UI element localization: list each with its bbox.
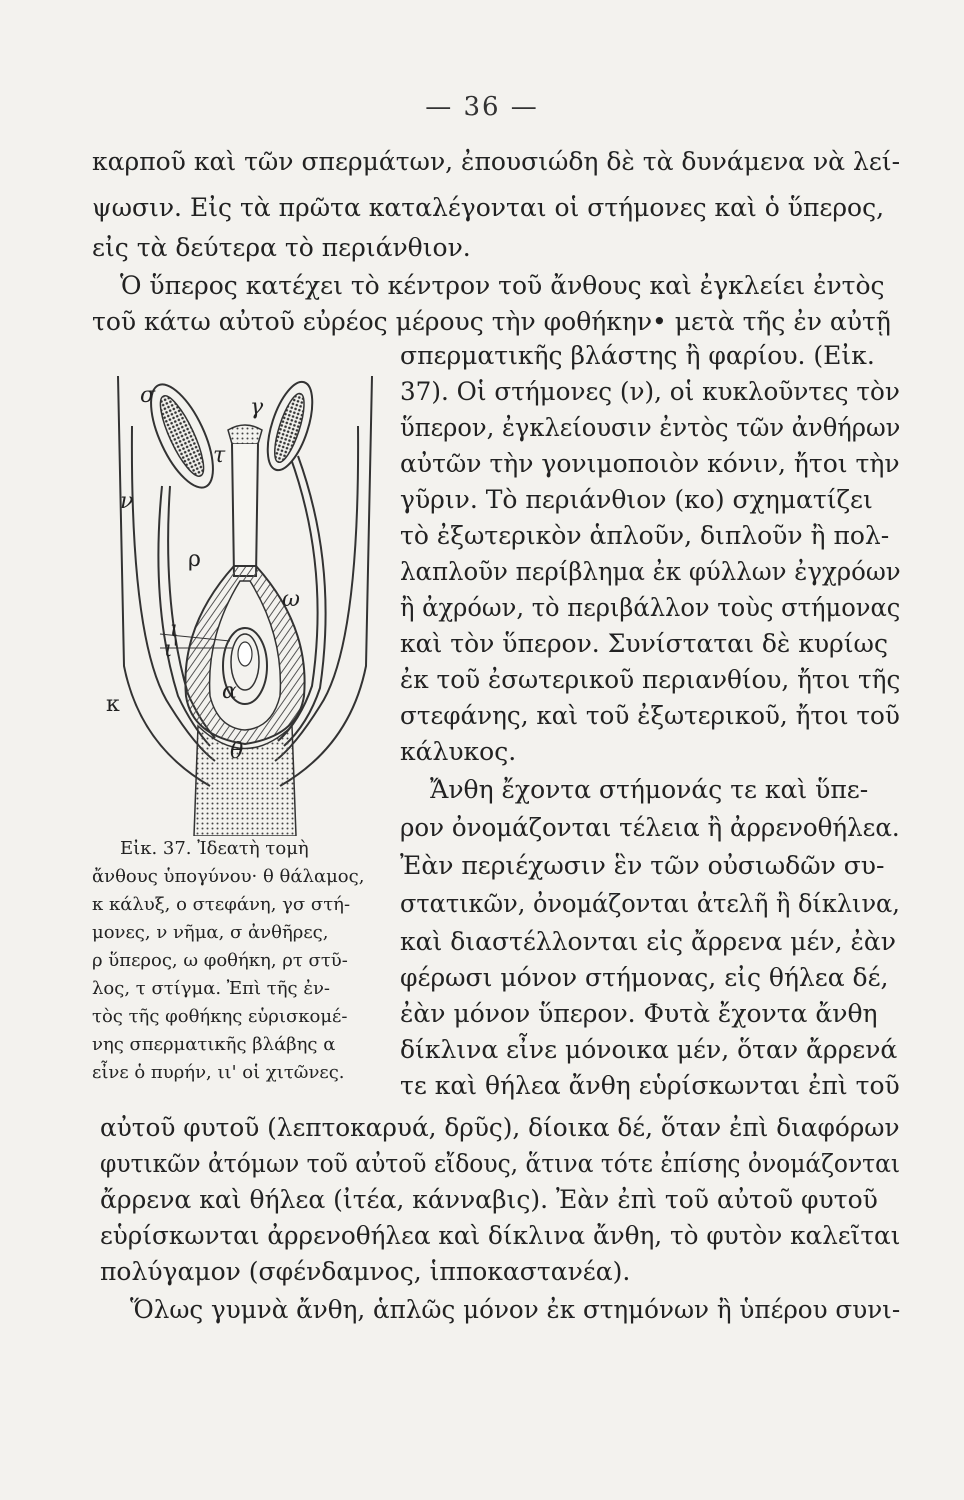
body-line: τὸ ἐξωτερικὸν ἁπλοῦν, διπλοῦν ἢ πολ-	[400, 521, 890, 550]
body-line: αὐτοῦ φυτοῦ (λεπτοκαρυά, δρῦς), δίοικα δέ, ὅταν ἐπὶ διαφόρων	[100, 1113, 900, 1142]
caption-line: ρ ὕπερος, ω φοθήκη, ρτ στῦ-	[92, 950, 348, 971]
label-omega: ω	[282, 587, 300, 612]
label-iota-prime: ι'	[164, 637, 179, 662]
body-line: τοῦ κάτω αὐτοῦ εὐρέος μέρους τὴν φοθήκην• μετὰ τῆς ἐν αὐτῇ	[92, 307, 891, 336]
label-rho: ρ	[188, 547, 201, 572]
body-line: καρποῦ καὶ τῶν σπερμάτων, ἐπουσιώδη δὲ τὰ δυνάμενα νὰ λεί-	[92, 147, 901, 176]
body-line: ἐκ τοῦ ἐσωτερικοῦ περιανθίου, ἤτοι τῆς	[400, 665, 901, 694]
caption-line: τὸς τῆς φοθήκης εὑρισκομέ-	[92, 1006, 348, 1027]
body-line: καὶ διαστέλλονται εἰς ἄρρενα μέν, ἐὰν	[400, 927, 896, 956]
caption-line: κ κάλυξ, ο στεφάνη, γσ στή-	[92, 894, 351, 915]
caption-line: νης σπερματικῆς βλάβης α	[92, 1034, 336, 1055]
body-line: 37). Οἱ στήμονες (ν), οἱ κυκλοῦντες τὸν	[400, 377, 900, 406]
body-line: ὕπερον, ἐγκλείουσιν ἐντὸς τῶν ἀνθήρων	[400, 413, 901, 442]
body-line: Ὅλως γυμνὰ ἄνθη, ἁπλῶς μόνον ἐκ στημόνων ἢ ὑπέρου συνι-	[130, 1295, 901, 1324]
caption-line: λος, τ στίγμα. Ἐπὶ τῆς ἐν-	[92, 978, 330, 999]
body-line: φέρωσι μόνον στήμονας, εἰς θήλεα δέ,	[400, 963, 889, 992]
body-line: Ἐὰν περιέχωσιν ἓν τῶν οὐσιωδῶν συ-	[400, 851, 885, 880]
flower-section-figure	[100, 366, 390, 836]
body-line: εἰς τὰ δεύτερα τὸ περιάνθιον.	[92, 233, 471, 262]
caption-line: ἄνθους ὑπογύνου· θ θάλαμος,	[92, 866, 365, 887]
label-alpha: α	[222, 679, 237, 704]
body-line: ἐὰν μόνον ὕπερον. Φυτὰ ἔχοντα ἄνθη	[400, 999, 878, 1028]
body-line: Ὁ ὕπερος κατέχει τὸ κέντρον τοῦ ἄνθους καὶ ἐγκλείει ἐντὸς	[120, 271, 885, 300]
body-line: στεφάνης, καὶ τοῦ ἐξωτερικοῦ, ἤτοι τοῦ	[400, 701, 900, 730]
body-line: ρον ὀνομάζονται τέλεια ἢ ἀρρενοθήλεα.	[400, 813, 900, 842]
body-line: Ἄνθη ἔχοντα στήμονάς τε καὶ ὕπε-	[430, 775, 869, 804]
body-line: ἢ ἀχρόων, τὸ περιβάλλον τοὺς στήμονας	[400, 593, 901, 622]
body-line: αὐτῶν τὴν γονιμοποιὸν κόνιν, ἤτοι τὴν	[400, 449, 900, 478]
body-line: στατικῶν, ὀνομάζονται ἀτελῆ ἢ δίκλινα,	[400, 889, 900, 918]
body-line: ψωσιν. Εἰς τὰ πρῶτα καταλέγονται οἱ στήμονες καὶ ὁ ὕπερος,	[92, 193, 885, 222]
flower-diagram	[100, 366, 390, 836]
label-tau: τ	[213, 443, 226, 468]
body-line: καὶ τὸν ὕπερον. Συνίσταται δὲ κυρίως	[400, 629, 888, 658]
page-number: — 36 —	[425, 92, 539, 122]
body-line: πολύγαμον (σφένδαμνος, ἱπποκαστανέα).	[100, 1257, 631, 1286]
label-sigma: σ	[140, 383, 156, 408]
body-line: φυτικῶν ἀτόμων τοῦ αὐτοῦ εἴδους, ἅτινα τότε ἐπίσης ὀνομάζονται	[100, 1149, 901, 1178]
caption-line: εἶνε ὁ πυρήν, ιι' οἱ χιτῶνες.	[92, 1062, 345, 1083]
caption-line: μονες, ν νῆμα, σ ἀνθῆρες,	[92, 922, 329, 943]
label-gamma: γ	[250, 395, 264, 420]
body-line: κάλυκος.	[400, 737, 517, 766]
body-line: ἄρρενα καὶ θήλεα (ἰτέα, κάνναβις). Ἐὰν ἐπὶ τοῦ αὐτοῦ φυτοῦ	[100, 1185, 878, 1214]
label-kappa: κ	[106, 692, 120, 717]
label-iota: ι	[170, 617, 179, 642]
body-line: γῦριν. Τὸ περιάνθιον (κο) σχηματίζει	[400, 485, 873, 514]
body-line: δίκλινα εἶνε μόνοικα μέν, ὅταν ἄρρενά	[400, 1035, 898, 1064]
body-line: εὑρίσκωνται ἀρρενοθήλεα καὶ δίκλινα ἄνθη, τὸ φυτὸν καλεῖται	[100, 1221, 901, 1250]
body-line: σπερματικῆς βλάστης ἢ φαρίου. (Εἰκ.	[400, 341, 875, 370]
label-theta: θ	[230, 739, 244, 764]
caption-line: Εἰκ. 37. Ἰδεατὴ τομὴ	[120, 838, 309, 859]
label-nu: ν	[120, 489, 134, 514]
body-line: τε καὶ θήλεα ἄνθη εὑρίσκωνται ἐπὶ τοῦ	[400, 1071, 900, 1100]
body-line: λαπλοῦν περίβλημα ἐκ φύλλων ἐγχρόων	[400, 557, 901, 586]
